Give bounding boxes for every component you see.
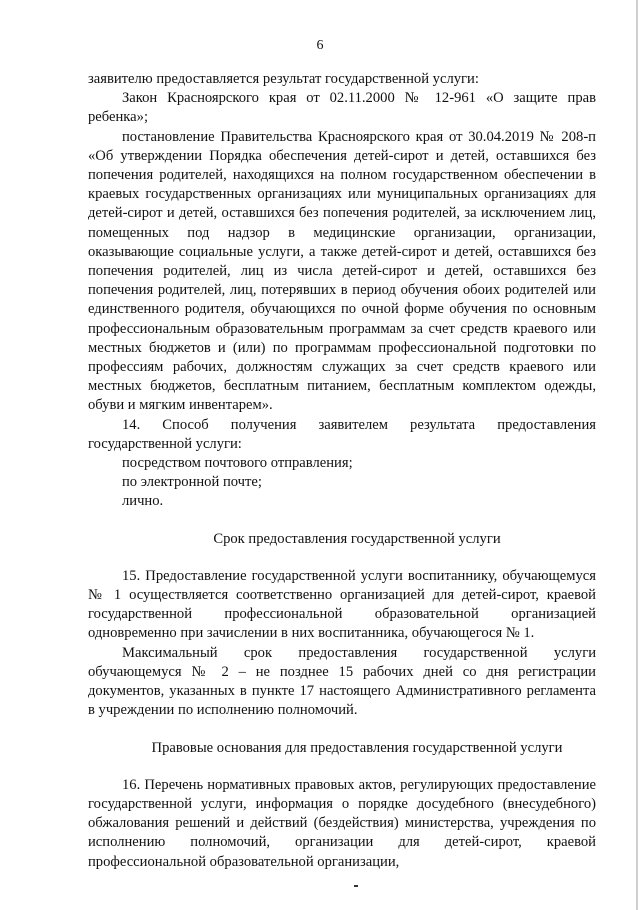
paragraph-section-16: 16. Перечень нормативных правовых актов, регулирующих предоставление государственной услуги, информация о порядке досудебного (внесудебного) обжалования решений и действий (бездействия) министерства, учреждения по исполнению полномочий, организации для детей-сирот, краевой профессиональной образовательной организации, <box>88 776 596 870</box>
list-item: лично. <box>122 493 164 510</box>
paragraph-result-intro: заявителю предоставляется результат государственной услуги: <box>88 71 479 87</box>
delivery-methods-list <box>88 454 596 512</box>
page-number: 6 <box>316 38 324 53</box>
scan-mark <box>354 885 358 887</box>
paragraph-law-reference: Закон Красноярского края от 02.11.2000 № 12-961 «О защите прав ребенка»; <box>88 90 596 126</box>
section-heading-term: Срок предоставления государственной услуги <box>213 530 501 547</box>
list-item: посредством почтового отправления; <box>122 455 353 472</box>
paragraph-section-14: 14. Способ получения заявителем результата предоставления государственной услуги: <box>88 416 596 452</box>
document-body <box>88 70 596 872</box>
paragraph-max-term: Максимальный срок предоставления государственной услуги обучающемуся № 2 – не позднее 15 рабочих дней со дня регистрации документов, указанных в пункте 17 настоящего Административного регламента в учреждении по исполнению полномочий. <box>88 644 596 719</box>
section-heading-legal-basis: Правовые основания для предоставления государственной услуги <box>151 739 563 756</box>
list-item: по электронной почте; <box>122 474 262 491</box>
paragraph-section-15: 15. Предоставление государственной услуги воспитаннику, обучающемуся № 1 осуществляется соответственно организацией для детей-сирот, краевой государственной профессиональной образовательной организацией одновременно при зачислении в них воспитанника, обучающегося № 1. <box>88 567 596 642</box>
scan-edge-shadow <box>636 0 638 910</box>
paragraph-government-decree: постановление Правительства Красноярского края от 30.04.2019 № 208-п «Об утверждении Порядка обеспечения детей-сирот и детей, оставшихся без попечения родителей, находящихся на полном государственном обеспечении в краевых государственных организациях или муниципальных организациях для детей-сирот и детей, оставшихся без попечения родителей, за исключением лиц, помещенных под надзор в медицинские организации, организации, оказывающие социальные услуги, а также детей-сирот и детей, оставшихся без попечения родителей, лиц из числа детей-сирот и детей, оставшихся без попечения родителей, лиц, потерявших в период обучения обоих родителей или единственного родителя, обучающихся по очной форме обучения по основным профессиональным образовательным программам за счет средств краевого или местных бюджетов и (или) по программам профессиональной подготовки по профессиям рабочих, должностям служащих за счет средств краевого или местных бюджетов, бесплатным питанием, бесплатным комплектом одежды, обуви и мягким инвентарем». <box>88 128 596 414</box>
